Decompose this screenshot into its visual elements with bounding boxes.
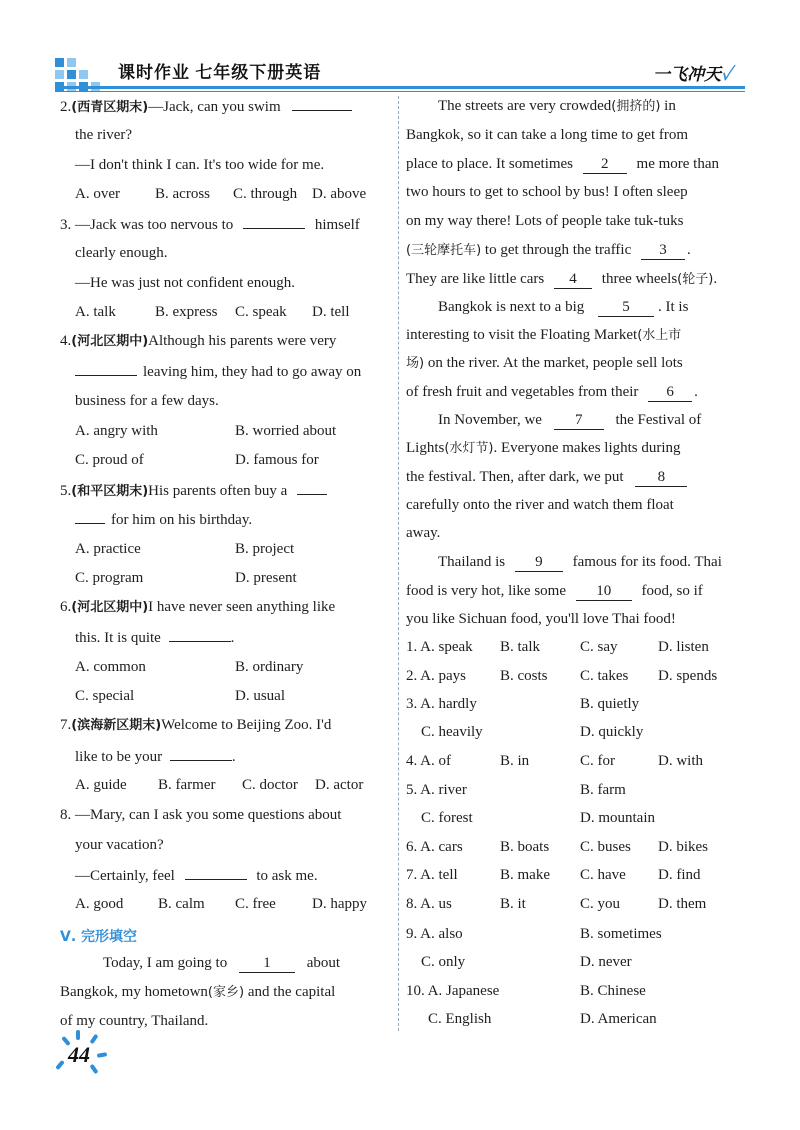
cloze-option-a: 9. A. also (406, 926, 463, 942)
option-d: D. actor (315, 777, 364, 793)
cloze-option-d: D. quickly (580, 724, 644, 740)
question-text: —He was just not confident enough. (75, 275, 295, 291)
cloze-option-c: C. forest (421, 810, 473, 826)
passage-line: of my country, Thailand. (60, 1013, 209, 1029)
answer-blank[interactable] (292, 96, 352, 111)
option-a: A. good (75, 896, 124, 912)
cloze-option-c: C. you (580, 896, 621, 912)
question-7: 7.(滨海新区期末)Welcome to Beijing Zoo. I'd (60, 717, 332, 733)
option-a: A. common (75, 659, 146, 675)
passage-line: 场) on the river. At the market, people sell lots (406, 355, 683, 371)
option-d: D. happy (312, 896, 367, 912)
cloze-option-a: 8. A. us (406, 896, 452, 912)
header-rule (55, 86, 745, 89)
cloze-option-c: C. heavily (421, 724, 483, 740)
cloze-option-b: B. farm (580, 782, 626, 798)
option-a: A. talk (75, 304, 116, 320)
option-d: D. famous for (235, 452, 319, 468)
brand-text: 一飞冲天 (653, 65, 722, 84)
cloze-option-d: D. find (658, 867, 701, 883)
question-8: 8. —Mary, can I ask you some questions about (60, 807, 342, 823)
passage-line: They are like little cars 4 three wheels(轮子). (406, 271, 718, 287)
question-text: for him on his birthday. (75, 509, 252, 530)
question-text: this. It is quite . (75, 627, 234, 648)
answer-blank-cont (75, 509, 105, 524)
passage-blank-1[interactable]: 1 (239, 954, 295, 973)
option-d: D. tell (312, 304, 350, 320)
cloze-option-d: D. American (580, 1011, 657, 1027)
column-divider (398, 96, 399, 1031)
option-d: D. usual (235, 688, 285, 704)
cloze-option-c: C. for (580, 753, 615, 769)
cloze-option-c: C. takes (580, 668, 629, 684)
cloze-option-a: 2. A. pays (406, 668, 466, 684)
sunburst-icon (97, 1052, 108, 1058)
question-text: clearly enough. (75, 245, 168, 261)
cloze-option-d: D. with (658, 753, 703, 769)
cloze-option-a: 3. A. hardly (406, 696, 477, 712)
cloze-option-d: D. listen (658, 639, 709, 655)
passage-blank-8[interactable]: 8 (635, 468, 687, 487)
passage-line: Bangkok, so it can take a long time to get from (406, 127, 689, 143)
option-a: A. angry with (75, 423, 158, 439)
passage-line: you like Sichuan food, you'll love Thai food! (406, 611, 676, 627)
cloze-option-a: 4. A. of (406, 753, 451, 769)
cloze-option-c: C. English (428, 1011, 492, 1027)
passage-line: Bangkok, my hometown(家乡) and the capital (60, 984, 336, 1000)
cloze-option-c: C. say (580, 639, 618, 655)
option-c: C. speak (235, 304, 287, 320)
answer-blank[interactable] (170, 746, 232, 761)
cloze-option-d: D. them (658, 896, 707, 912)
cloze-option-a: 6. A. cars (406, 839, 463, 855)
cloze-option-a: 10. A. Japanese (406, 983, 500, 999)
question-text: the river? (75, 127, 133, 143)
option-a: A. practice (75, 541, 141, 557)
option-b: B. across (155, 186, 210, 202)
question-text: your vacation? (75, 837, 164, 853)
passage-line: Bangkok is next to a big 5 . It is (438, 299, 689, 315)
option-c: C. program (75, 570, 144, 586)
sunburst-icon (55, 1060, 64, 1070)
option-b: B. calm (158, 896, 205, 912)
passage-blank-9[interactable]: 9 (515, 553, 563, 572)
cloze-option-d: D. bikes (658, 839, 708, 855)
section-title-cloze: Ⅴ. 完形填空 (60, 929, 138, 945)
option-b: B. express (155, 304, 218, 320)
passage-line: Thailand is 9 famous for its food. Thai (438, 554, 722, 570)
passage-blank-6[interactable]: 6 (648, 383, 692, 402)
passage-blank-10[interactable]: 10 (576, 582, 632, 601)
cloze-option-a: 5. A. river (406, 782, 467, 798)
passage-blank-4[interactable]: 4 (554, 270, 592, 289)
passage-line: on my way there! Lots of people take tuk-tuks (406, 213, 684, 229)
passage-line: interesting to visit the Floating Market(水上市 (406, 327, 682, 343)
cloze-option-c: C. have (580, 867, 626, 883)
passage-line: carefully onto the river and watch them float (406, 497, 674, 513)
passage-line: away. (406, 525, 441, 541)
question-text: —I don't think I can. It's too wide for me. (75, 157, 325, 173)
question-text: like to be your . (75, 746, 236, 767)
passage-line: two hours to get to school by bus! I often sleep (406, 184, 688, 200)
cloze-option-d: D. spends (658, 668, 718, 684)
passage-blank-3[interactable]: 3 (641, 241, 685, 260)
question-3: 3. —Jack was too nervous to himself (60, 214, 360, 235)
page-header (0, 0, 800, 100)
cloze-option-b: B. boats (500, 839, 550, 855)
option-b: B. ordinary (235, 659, 304, 675)
cloze-option-c: C. only (421, 954, 466, 970)
passage-blank-7[interactable]: 7 (554, 411, 604, 430)
page-number: 44 (68, 1042, 90, 1067)
page-number-badge (62, 1034, 108, 1074)
option-a: A. guide (75, 777, 127, 793)
cloze-option-a: 1. A. speak (406, 639, 473, 655)
book-title: 课时作业 七年级下册英语 (118, 63, 322, 82)
passage-blank-2[interactable]: 2 (583, 155, 627, 174)
cloze-option-a: 7. A. tell (406, 867, 458, 883)
answer-blank[interactable] (243, 214, 305, 229)
checkmark-icon: ✓ (721, 65, 732, 84)
option-c: C. proud of (75, 452, 144, 468)
option-a: A. over (75, 186, 120, 202)
question-text: —Certainly, feel to ask me. (75, 865, 318, 886)
passage-blank-5[interactable]: 5 (598, 298, 654, 317)
cloze-option-b: B. talk (500, 639, 540, 655)
brand-logo (653, 60, 732, 85)
option-b: B. worried about (235, 423, 337, 439)
option-d: D. above (312, 186, 367, 202)
header-rule-thin (55, 91, 745, 92)
question-6: 6.(河北区期中)I have never seen anything like (60, 599, 336, 615)
sunburst-icon (89, 1064, 98, 1074)
cloze-option-d: D. mountain (580, 810, 655, 826)
passage-line: the festival. Then, after dark, we put 8 (406, 467, 687, 487)
passage-line: Today, I am going to 1 about (103, 955, 341, 971)
option-c: C. free (235, 896, 276, 912)
cloze-option-b: B. costs (500, 668, 548, 684)
sunburst-icon (76, 1030, 80, 1040)
answer-blank[interactable] (185, 865, 247, 880)
question-2: 2.(西青区期末)—Jack, can you swim (60, 96, 352, 118)
cloze-option-d: D. never (580, 954, 632, 970)
passage-line: Lights(水灯节). Everyone makes lights during (406, 440, 681, 456)
cloze-option-b: B. in (500, 753, 530, 769)
cloze-option-b: B. make (500, 867, 550, 883)
option-c: C. special (75, 688, 135, 704)
cloze-option-b: B. quietly (580, 696, 640, 712)
answer-blank[interactable] (297, 480, 327, 495)
passage-line: of fresh fruit and vegetables from their 6 . (406, 384, 698, 400)
sunburst-icon (89, 1034, 98, 1044)
option-c: C. through (233, 186, 298, 202)
option-d: D. present (235, 570, 297, 586)
option-c: C. doctor (242, 777, 298, 793)
question-text: business for a few days. (75, 393, 219, 409)
passage-line: (三轮摩托车) to get through the traffic 3 . (406, 242, 691, 258)
passage-line: The streets are very crowded(拥挤的) in (438, 98, 676, 114)
option-b: B. farmer (158, 777, 216, 793)
answer-blank[interactable] (75, 361, 137, 376)
passage-line: place to place. It sometimes 2 me more than (406, 156, 720, 172)
option-b: B. project (235, 541, 295, 557)
cloze-option-b: B. Chinese (580, 983, 646, 999)
cloze-option-b: B. sometimes (580, 926, 662, 942)
cloze-option-b: B. it (500, 896, 526, 912)
passage-line: food is very hot, like some 10 food, so if (406, 583, 703, 599)
cloze-option-c: C. buses (580, 839, 631, 855)
question-5: 5.(和平区期末)His parents often buy a (60, 480, 327, 502)
answer-blank[interactable] (169, 627, 231, 642)
question-text: leaving him, they had to go away on (75, 361, 361, 382)
passage-line: In November, we 7 the Festival of (438, 412, 702, 428)
question-4: 4.(河北区期中)Although his parents were very (60, 333, 337, 349)
